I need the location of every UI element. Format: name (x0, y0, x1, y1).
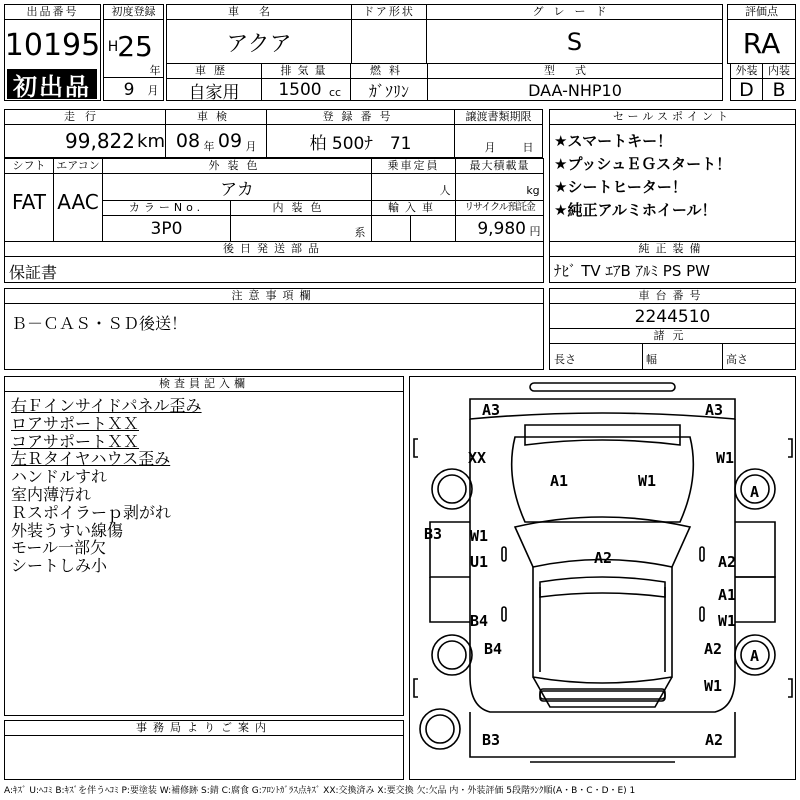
inspector-line: Ｒスポイラーｐ剥がれ (11, 502, 172, 522)
sales-points-panel (549, 109, 796, 242)
dims-label: 諸元 (549, 328, 796, 344)
displacement: 1500 (278, 80, 322, 100)
fuel-label: 燃料 (350, 63, 428, 79)
inspection-year: 08 (175, 130, 201, 152)
damage-mark: W1 (470, 527, 489, 545)
damage-mark: B3 (424, 525, 443, 543)
transfer-month-unit: 月 (484, 141, 496, 154)
inspector-lines (11, 397, 202, 575)
damage-mark: W1 (638, 472, 657, 490)
damage-mark: A1 (718, 586, 737, 604)
color-no: 3P0 (150, 219, 183, 239)
interior-cell (762, 63, 796, 101)
inspector-label: 検査員記入欄 (4, 376, 404, 392)
legend: A:ｷｽﾞ U:ﾍｺﾐ B:ｷｽﾞを伴うﾍｺﾐ P:要塗装 W:補修跡 S:錆 C:腐食 G:ﾌﾛﾝﾄｶﾞﾗｽ点ｷｽﾞ XX:交換済み X:要交換 欠:欠品 内・外装評価 5段階ﾗﾝｸ順(A・B・C・D・E) 1 (4, 786, 636, 796)
displacement-label: 排気量 (261, 63, 351, 79)
damage-mark: A2 (594, 549, 613, 567)
ext-color-label: 外装色 (102, 158, 372, 174)
inspector-line: 室内薄汚れ (11, 484, 92, 504)
chassis-number: 2244510 (634, 307, 711, 327)
damage-mark: XX (468, 449, 487, 467)
mileage-label: 走行 (4, 109, 166, 125)
lot-number: 10195 (4, 27, 101, 63)
inspector-line: ハンドルすれ (11, 467, 108, 487)
int-color-cell (230, 200, 372, 242)
model: DAA-NHP10 (528, 80, 622, 100)
inspector-line: コアサポートＸＸ (11, 431, 140, 451)
mileage: 99,822 (65, 129, 135, 153)
car-name-cell (166, 4, 352, 64)
shift-cell (4, 158, 54, 242)
inspection-cell (165, 109, 267, 158)
model-cell (427, 63, 723, 101)
car-name-label: 車名 (166, 4, 352, 20)
damage-mark: B4 (470, 612, 489, 630)
later-parts-label: 後日発送部品 (4, 241, 544, 257)
max-load-label: 最大積載量 (455, 158, 544, 174)
shift-label: シフト (4, 158, 54, 174)
office-label: 事務局よりご案内 (4, 720, 404, 736)
equipment-label: 純正装備 (549, 241, 796, 257)
displacement-cell (261, 63, 351, 101)
ac: AAC (57, 190, 99, 214)
model-label: 型式 (427, 63, 723, 79)
import-cell (371, 200, 456, 242)
capacity-cell (371, 158, 456, 201)
plate-number: 柏 500ﾅ 71 (309, 133, 412, 154)
damage-mark: A2 (704, 640, 723, 658)
damage-mark: A (750, 483, 760, 501)
damage-mark: A2 (705, 731, 724, 749)
shift: FAT (11, 190, 46, 214)
mileage-unit: km (137, 130, 165, 152)
first-listing-badge: 初出品 (7, 69, 97, 99)
equipment-value: ﾅﾋﾞ TV ｴｱB ｱﾙﾐ PS PW (554, 262, 710, 280)
sales-points-label: セールスポイント (549, 109, 796, 125)
color-no-label: カラーNo. (102, 200, 231, 216)
damage-mark: A2 (718, 553, 737, 571)
ext-color-cell (102, 158, 372, 201)
transfer-cell (454, 109, 543, 158)
registration-month: 9 (123, 80, 135, 100)
month-unit: 月 (147, 84, 159, 97)
recycle-label: リサイクル預託金 (455, 200, 544, 216)
history: 自家用 (188, 82, 240, 103)
sales-point: ★純正アルミホイール！ (554, 201, 717, 219)
exterior-label: 外装 (730, 63, 763, 79)
int-color-unit: 系 (354, 226, 366, 239)
damage-mark: A3 (705, 401, 724, 419)
damage-mark: B4 (484, 640, 503, 658)
capacity-unit: 人 (439, 184, 451, 197)
inspector-line: モール一部欠 (11, 538, 107, 558)
damage-mark: A1 (550, 472, 569, 490)
inspection-label: 車検 (165, 109, 267, 125)
office-panel (4, 720, 404, 780)
color-no-cell (102, 200, 231, 242)
sales-point: ★シートヒーター！ (554, 178, 687, 196)
inspector-line: シートしみ小 (11, 556, 108, 576)
inspector-panel (4, 376, 404, 716)
later-parts-cell (4, 241, 544, 283)
inspector-line: 右Ｆインサイドパネル歪み (11, 396, 202, 415)
history-cell (166, 63, 262, 101)
lot-cell (4, 4, 101, 101)
car-diagram (410, 377, 795, 779)
year-unit: 年 (149, 64, 161, 77)
inspector-line: 外装うすい線傷 (11, 520, 124, 540)
import-label: 輸入車 (371, 200, 456, 216)
damage-mark: W1 (704, 677, 723, 695)
history-label: 車歴 (166, 63, 262, 79)
notes-value: Ｂ－ＣＡＳ・ＳＤ後送！ (11, 314, 188, 333)
fuel-cell (350, 63, 428, 101)
displacement-unit: cc (328, 85, 342, 99)
fuel: ｶﾞｿﾘﾝ (368, 81, 409, 101)
damage-mark: W1 (718, 612, 737, 630)
recycle-unit: 円 (529, 225, 541, 238)
max-load-cell (455, 158, 544, 201)
later-parts-value: 保証書 (9, 263, 58, 282)
inspection-month-unit: 月 (245, 140, 257, 153)
ac-label: エアコン (53, 158, 103, 174)
lot-label: 出品番号 (4, 4, 101, 20)
first-registration-label: 初度登録 (103, 4, 164, 20)
ac-cell (53, 158, 103, 242)
width-label: 幅 (646, 353, 657, 366)
notes-cell (4, 288, 544, 370)
inspector-line: ロアサポートＸＸ (11, 413, 140, 433)
max-load-unit: kg (526, 183, 540, 197)
grade-cell (426, 4, 723, 64)
mileage-cell (4, 109, 166, 158)
overall-score: RA (742, 26, 781, 60)
first-registration-cell (103, 4, 164, 101)
grade-label: グレード (426, 4, 723, 20)
sales-point: ★スマートキー！ (554, 132, 673, 150)
inspector-line: 左Ｒタイヤハウス歪み (11, 449, 171, 469)
car-name: アクア (226, 31, 292, 57)
length-label: 長さ (554, 353, 576, 366)
grade: S (566, 28, 583, 56)
recycle-cell (455, 200, 544, 242)
capacity-label: 乗車定員 (371, 158, 456, 174)
recycle-deposit: 9,980 (477, 219, 526, 239)
inspection-month: 09 (217, 130, 243, 152)
score-cell (727, 4, 796, 64)
height-label: 高さ (726, 353, 748, 366)
transfer-day-unit: 日 (522, 141, 534, 154)
era: H (107, 39, 119, 55)
door-cell (351, 4, 427, 64)
door-value (352, 23, 426, 61)
exterior-cell (730, 63, 763, 101)
damage-mark: A (750, 647, 760, 665)
ext-color: アカ (220, 179, 254, 200)
damage-mark: U1 (470, 553, 489, 571)
car-diagram-panel (409, 376, 796, 780)
score-label: 評価点 (727, 4, 796, 20)
damage-mark: W1 (716, 449, 735, 467)
door-label: ドア形状 (351, 4, 427, 20)
registration-year: 25 (117, 29, 153, 63)
notes-label: 注意事項欄 (4, 288, 544, 304)
interior-label: 内装 (762, 63, 796, 79)
interior-rating: B (772, 79, 786, 101)
int-color-label: 内装色 (230, 200, 372, 216)
inspection-year-unit: 年 (203, 140, 215, 153)
chassis-cell (549, 288, 796, 370)
chassis-label: 車台番号 (549, 288, 796, 304)
plate-cell (266, 109, 455, 158)
plate-label: 登録番号 (266, 109, 455, 125)
equipment-cell (549, 241, 796, 283)
transfer-label: 譲渡書類期限 (454, 109, 543, 125)
damage-mark: A3 (482, 401, 501, 419)
exterior-rating: D (739, 79, 754, 101)
sales-point: ★プッシュＥＧスタート！ (554, 155, 732, 173)
damage-mark: B3 (482, 731, 501, 749)
